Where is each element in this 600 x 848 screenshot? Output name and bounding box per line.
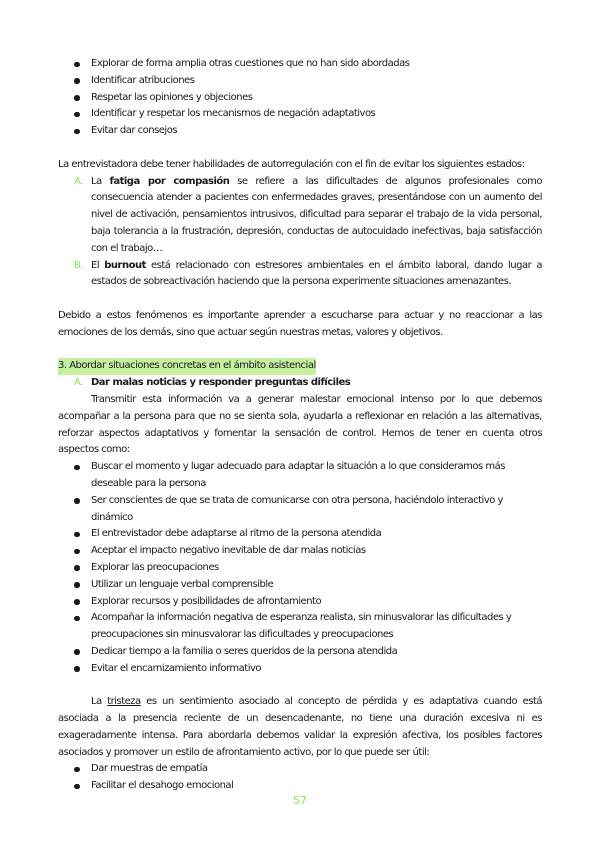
list-item: Utilizar un lenguaje verbal comprensible: [58, 577, 542, 594]
list-item: Evitar el encarnizamiento informativo: [58, 661, 542, 678]
list-item: Acompañar la información negativa de esperanza realista, sin minusvalorar las dificultades y preocupaciones sin minusvalorar las dificultades y preocupaciones: [58, 610, 542, 644]
page-number: 57: [293, 794, 307, 807]
list-marker: A.: [74, 377, 83, 389]
state-item-burnout: [58, 258, 542, 292]
list-item: Dar muestras de empatía: [58, 761, 542, 778]
list-item: Ser conscientes de que se trata de comunicarse con otra persona, haciéndolo interactivo y dinámico: [58, 493, 542, 527]
states-list: [58, 174, 542, 292]
state-prefix: El: [91, 259, 105, 271]
phenomena-paragraph: Debido a estos fenómenos es importante aprender a escucharse para actuar y no reaccionar a las emociones de los demás, sino que actuar según nuestras metas, valores y objetivos.: [58, 309, 542, 338]
list-item: Buscar el momento y lugar adecuado para adaptar la situación a lo que consideramos más deseable para la persona: [58, 459, 542, 493]
sadness-text: es un sentimiento asociado al concepto de pérdida y es adaptativa cuando está asociada a la presencia reciente de un desencadenante, no tiene una duración excesiva ni es exageradamente intensa. Para abordarla debemos validar la expresión afectiva, los posibles factores asociados y promover un estilo de afrontamiento activo, por lo que puede ser útil:: [58, 696, 542, 758]
list-item: Explorar recursos y posibilidades de afrontamiento: [58, 594, 542, 611]
section-heading: 3. Abordar situaciones concretas en el ámbito asistencial: [58, 358, 316, 375]
page-content: [58, 56, 542, 795]
bad-news-bullet-list: [58, 459, 542, 677]
list-item: Identificar atribuciones: [58, 73, 542, 90]
state-prefix: La: [91, 175, 110, 187]
sub-heading-text: Dar malas noticias y responder preguntas difíciles: [91, 377, 351, 389]
sadness-paragraph: [58, 694, 542, 761]
sub-heading: [58, 375, 542, 392]
list-item: Dedicar tiempo a la familia o seres queridos de la persona atendida: [58, 644, 542, 661]
list-item: Evitar dar consejos: [58, 123, 542, 140]
sadness-term: tristeza: [107, 696, 141, 708]
list-item: Explorar de forma amplia otras cuestiones que no han sido abordadas: [58, 56, 542, 73]
intro-bullet-list: [58, 56, 542, 140]
section-3: [58, 358, 542, 677]
sadness-bullet-list: [58, 761, 542, 795]
state-term: burnout: [104, 259, 146, 271]
list-item: Facilitar el desahogo emocional: [58, 778, 542, 795]
list-item: Aceptar el impacto negativo inevitable de dar malas noticias: [58, 543, 542, 560]
state-text: se refiere a las dificultades de algunos profesionales como consecuencia atender a pacientes con enfermedades graves, presentándose con un aumento del nivel de activación, pensamientos intrusivos, dificultad para separar el trabajo de la vida personal, baja tolerancia a la frustración, depresión, conductas de autocuidado inefectivas, baja satisfacción con el trabajo…: [91, 175, 542, 254]
sadness-prefix: La: [91, 696, 108, 708]
state-text: está relacionado con estresores ambientales en el ámbito laboral, dando lugar a estados de sobreactivación haciendo que la persona experimente situaciones amenazantes.: [91, 259, 542, 288]
list-item: El entrevistador debe adaptarse al ritmo de la persona atendida: [58, 526, 542, 543]
list-marker: B.: [74, 259, 84, 271]
list-item: Respetar las opiniones y objeciones: [58, 90, 542, 107]
list-item: Identificar y respetar los mecanismos de negación adaptativos: [58, 106, 542, 123]
state-item-compassion-fatigue: [58, 174, 542, 258]
list-item: Explorar las preocupaciones: [58, 560, 542, 577]
autoregulation-paragraph: La entrevistadora debe tener habilidades de autorregulación con el fin de evitar los siguientes estados:: [58, 158, 525, 170]
list-marker: A.: [74, 175, 83, 187]
state-term: fatiga por compasión: [109, 175, 230, 187]
bad-news-intro: Transmitir esta información va a generar malestar emocional intenso por lo que debemos acompañar a la persona para que no se sienta sola, ayudarla a reflexionar en relación a las alternativas, reforzar aspectos adaptativos y fomentar la sensación de control. Hemos de tener en cuenta otros aspectos como:: [58, 393, 542, 456]
